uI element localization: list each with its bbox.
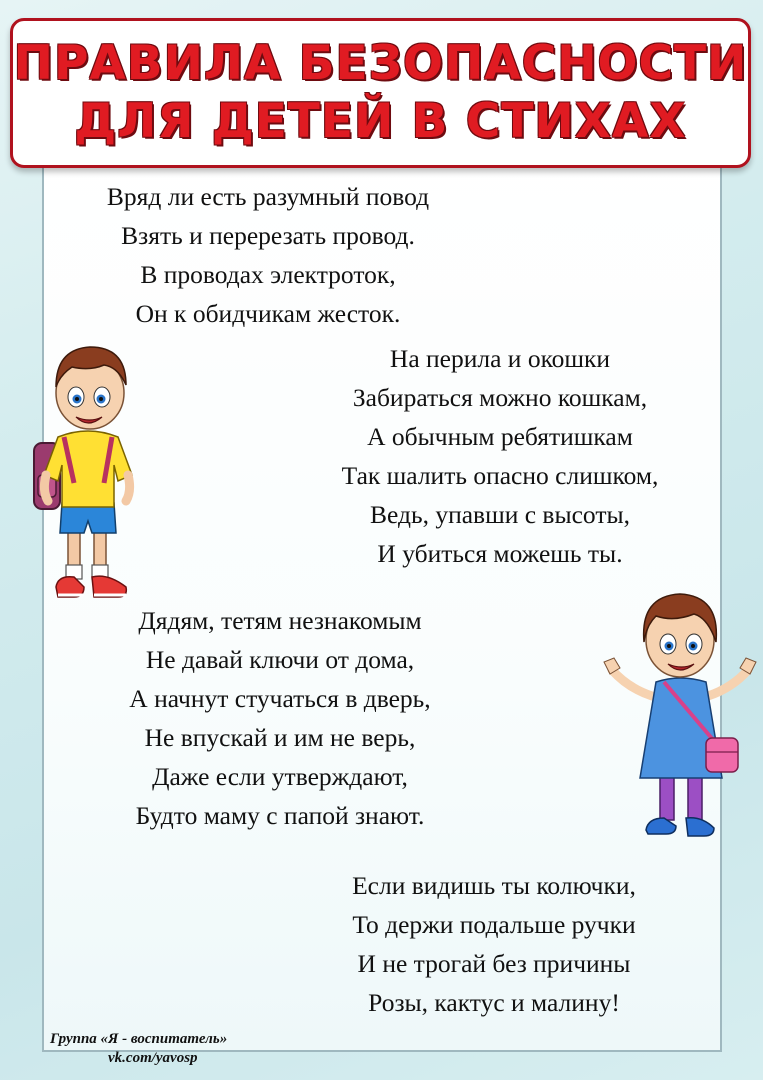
poem-line: В проводах электроток, [140, 260, 396, 289]
girl-illustration [598, 578, 763, 848]
poem-line: Он к обидчикам жесток. [135, 299, 401, 328]
poem-line: А обычным ребятишкам [367, 422, 633, 451]
credit-group: Группа «Я - воспитатель» [50, 1031, 228, 1047]
poem-line: Будто маму с папой знают. [135, 801, 425, 830]
poem-line: Даже если утверждают, [152, 762, 408, 791]
poem-line: Если видишь ты колючки, [352, 871, 636, 900]
poem-line: А начнут стучаться в дверь, [129, 684, 431, 713]
credit-url[interactable]: vk.com/yavosp [108, 1050, 198, 1066]
poem-line: И не трогай без причины [357, 949, 631, 978]
poem-line: И убиться можешь ты. [377, 539, 623, 568]
poem-line: Розы, кактус и малину! [368, 988, 620, 1017]
boy-illustration [28, 325, 148, 615]
stanza-wires [58, 177, 478, 333]
poem-line: Так шалить опасно слишком, [341, 461, 659, 490]
title-banner [10, 18, 751, 168]
stanza-strangers [70, 601, 490, 835]
poem-line: На перила и окошки [389, 344, 611, 373]
title-line-1: ПРАВИЛА БЕЗОПАСНОСТИ [13, 36, 748, 91]
stanza-heights [292, 339, 708, 573]
poem-line: Не впускай и им не верь, [144, 723, 416, 752]
poem-line: Дядям, тетям незнакомым [138, 606, 422, 635]
poem-line: То держи подальше ручки [352, 910, 636, 939]
poem-line: Не давай ключи от дома, [145, 645, 415, 674]
poem-line: Вряд ли есть разумный повод [106, 182, 430, 211]
title-line-2: ДЛЯ ДЕТЕЙ В СТИХАХ [74, 94, 687, 149]
poem-line: Взять и перерезать провод. [121, 221, 415, 250]
poem-line: Забираться можно кошкам, [352, 383, 648, 412]
credit-block [50, 1030, 227, 1068]
poem-line: Ведь, упавши с высоты, [369, 500, 630, 529]
stanza-thorns [286, 866, 702, 1022]
